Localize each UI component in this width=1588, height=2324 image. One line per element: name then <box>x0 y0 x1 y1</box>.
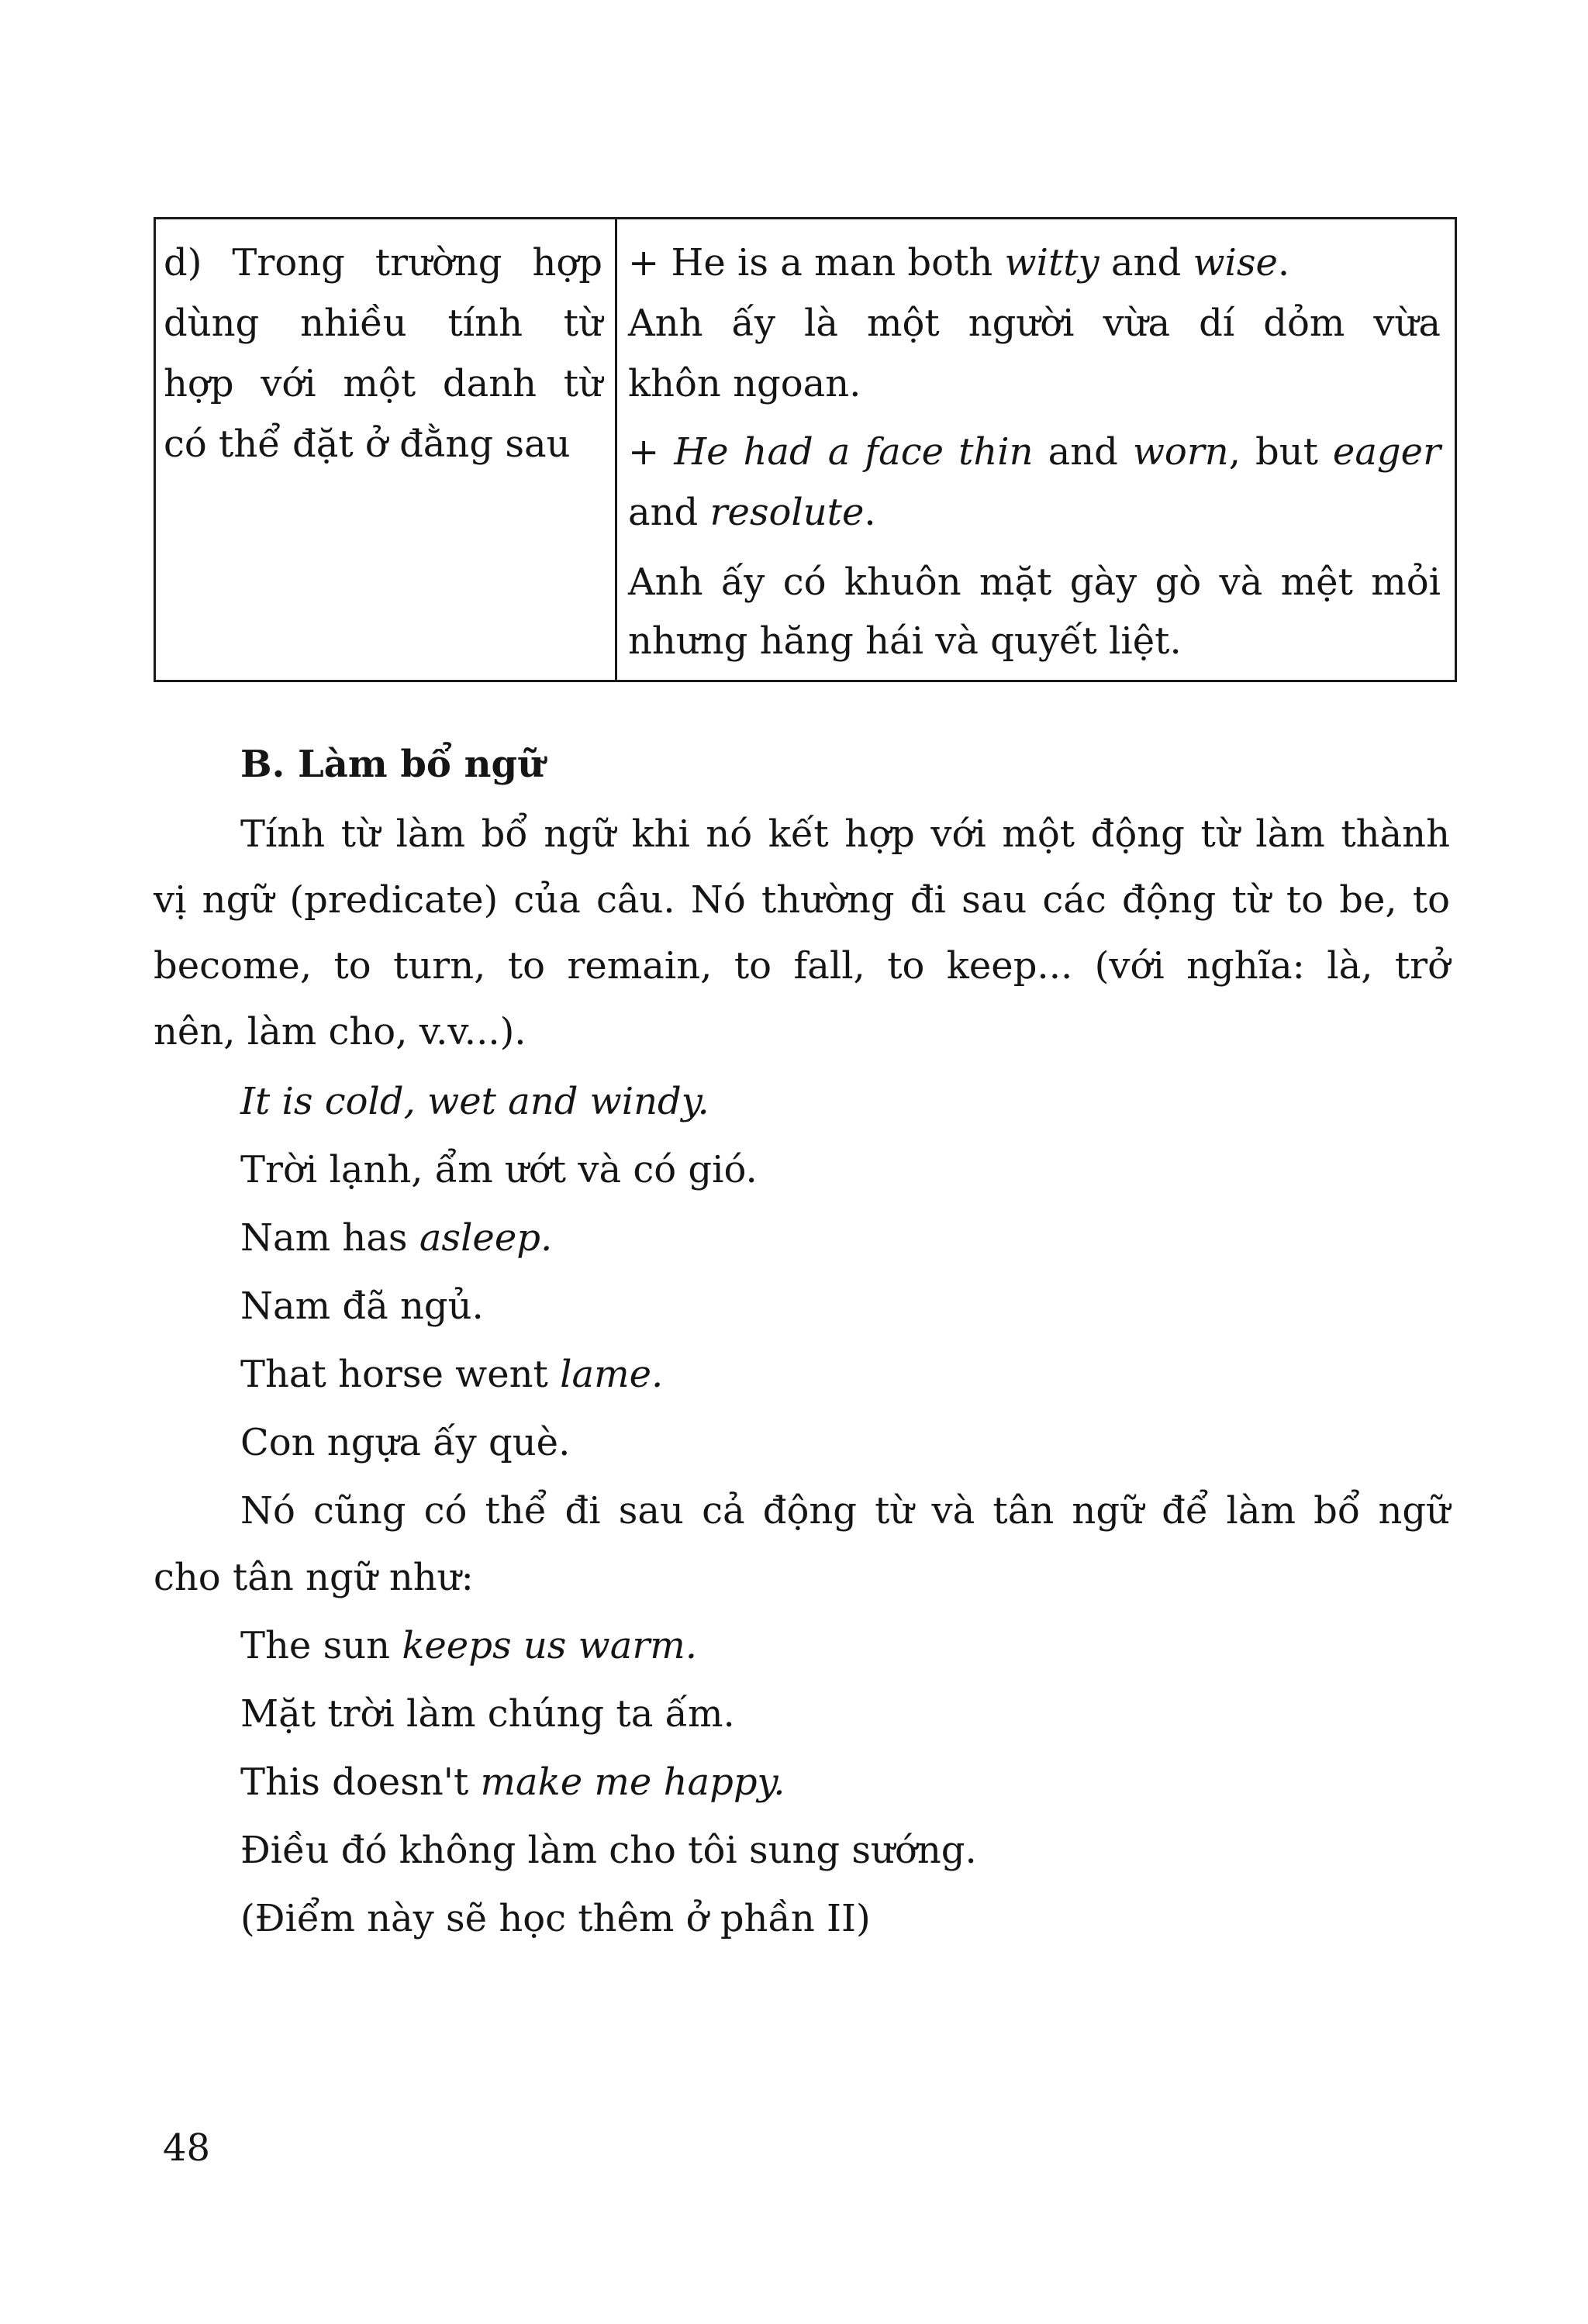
translation-1-line-1: Anh ấy là một người vừa dí dỏm vừa <box>628 302 1441 345</box>
translation-asleep: Nam đã ngủ. <box>240 1284 484 1328</box>
translation-happy: Điều đó không làm cho tôi sung sướng. <box>240 1829 977 1872</box>
table-rule-cell <box>155 219 616 681</box>
example-2-line-1: + He had a face thin and worn, but eager <box>628 430 1441 474</box>
translation-lame: Con ngựa ấy què. <box>240 1421 571 1464</box>
rule-line: dùng nhiều tính từ <box>164 302 602 345</box>
example-cold: It is cold, wet and windy. <box>240 1080 709 1123</box>
example-lame: That horse went lame. <box>240 1353 664 1396</box>
example-1: + He is a man both witty and wise. <box>628 241 1290 284</box>
paragraph-1-line-1: Tính từ làm bổ ngữ khi nó kết hợp với một động từ làm thành <box>240 812 1450 856</box>
rule-line: d) Trong trường hợp <box>164 241 602 284</box>
example-sun: The sun keeps us warm. <box>240 1624 698 1667</box>
table-example-cell <box>616 219 1456 681</box>
translation-2-line-1: Anh ấy có khuôn mặt gày gò và mệt mỏi <box>628 560 1441 604</box>
section-heading: B. Làm bổ ngữ <box>240 743 544 786</box>
example-happy: This doesn't make me happy. <box>240 1760 785 1804</box>
rule-line: hợp với một danh từ <box>164 362 602 405</box>
page-number: 48 <box>163 2126 211 2170</box>
translation-2-line-2: nhưng hăng hái và quyết liệt. <box>628 619 1182 663</box>
example-2-line-2: and resolute. <box>628 491 876 534</box>
paragraph-2-line-1: Nó cũng có thể đi sau cả động từ và tân ngữ để làm bổ ngữ <box>240 1489 1450 1533</box>
translation-sun: Mặt trời làm chúng ta ấm. <box>240 1692 735 1736</box>
paragraph-1-line-4: nên, làm cho, v.v...). <box>154 1010 526 1053</box>
paragraph-1-line-2: vị ngữ (predicate) của câu. Nó thường đi sau các động từ to be, to <box>154 878 1450 922</box>
rule-line: có thể đặt ở đằng sau <box>164 422 571 466</box>
grammar-table <box>154 217 1457 682</box>
paragraph-2-line-2: cho tân ngữ như: <box>154 1556 474 1599</box>
translation-1-line-2: khôn ngoan. <box>628 362 861 405</box>
section-note: (Điểm này sẽ học thêm ở phần II) <box>240 1897 871 1940</box>
paragraph-1-line-3: become, to turn, to remain, to fall, to keep... (với nghĩa: là, trở <box>154 944 1450 988</box>
translation-cold: Trời lạnh, ẩm ướt và có gió. <box>240 1148 758 1191</box>
example-asleep: Nam has asleep. <box>240 1216 553 1260</box>
